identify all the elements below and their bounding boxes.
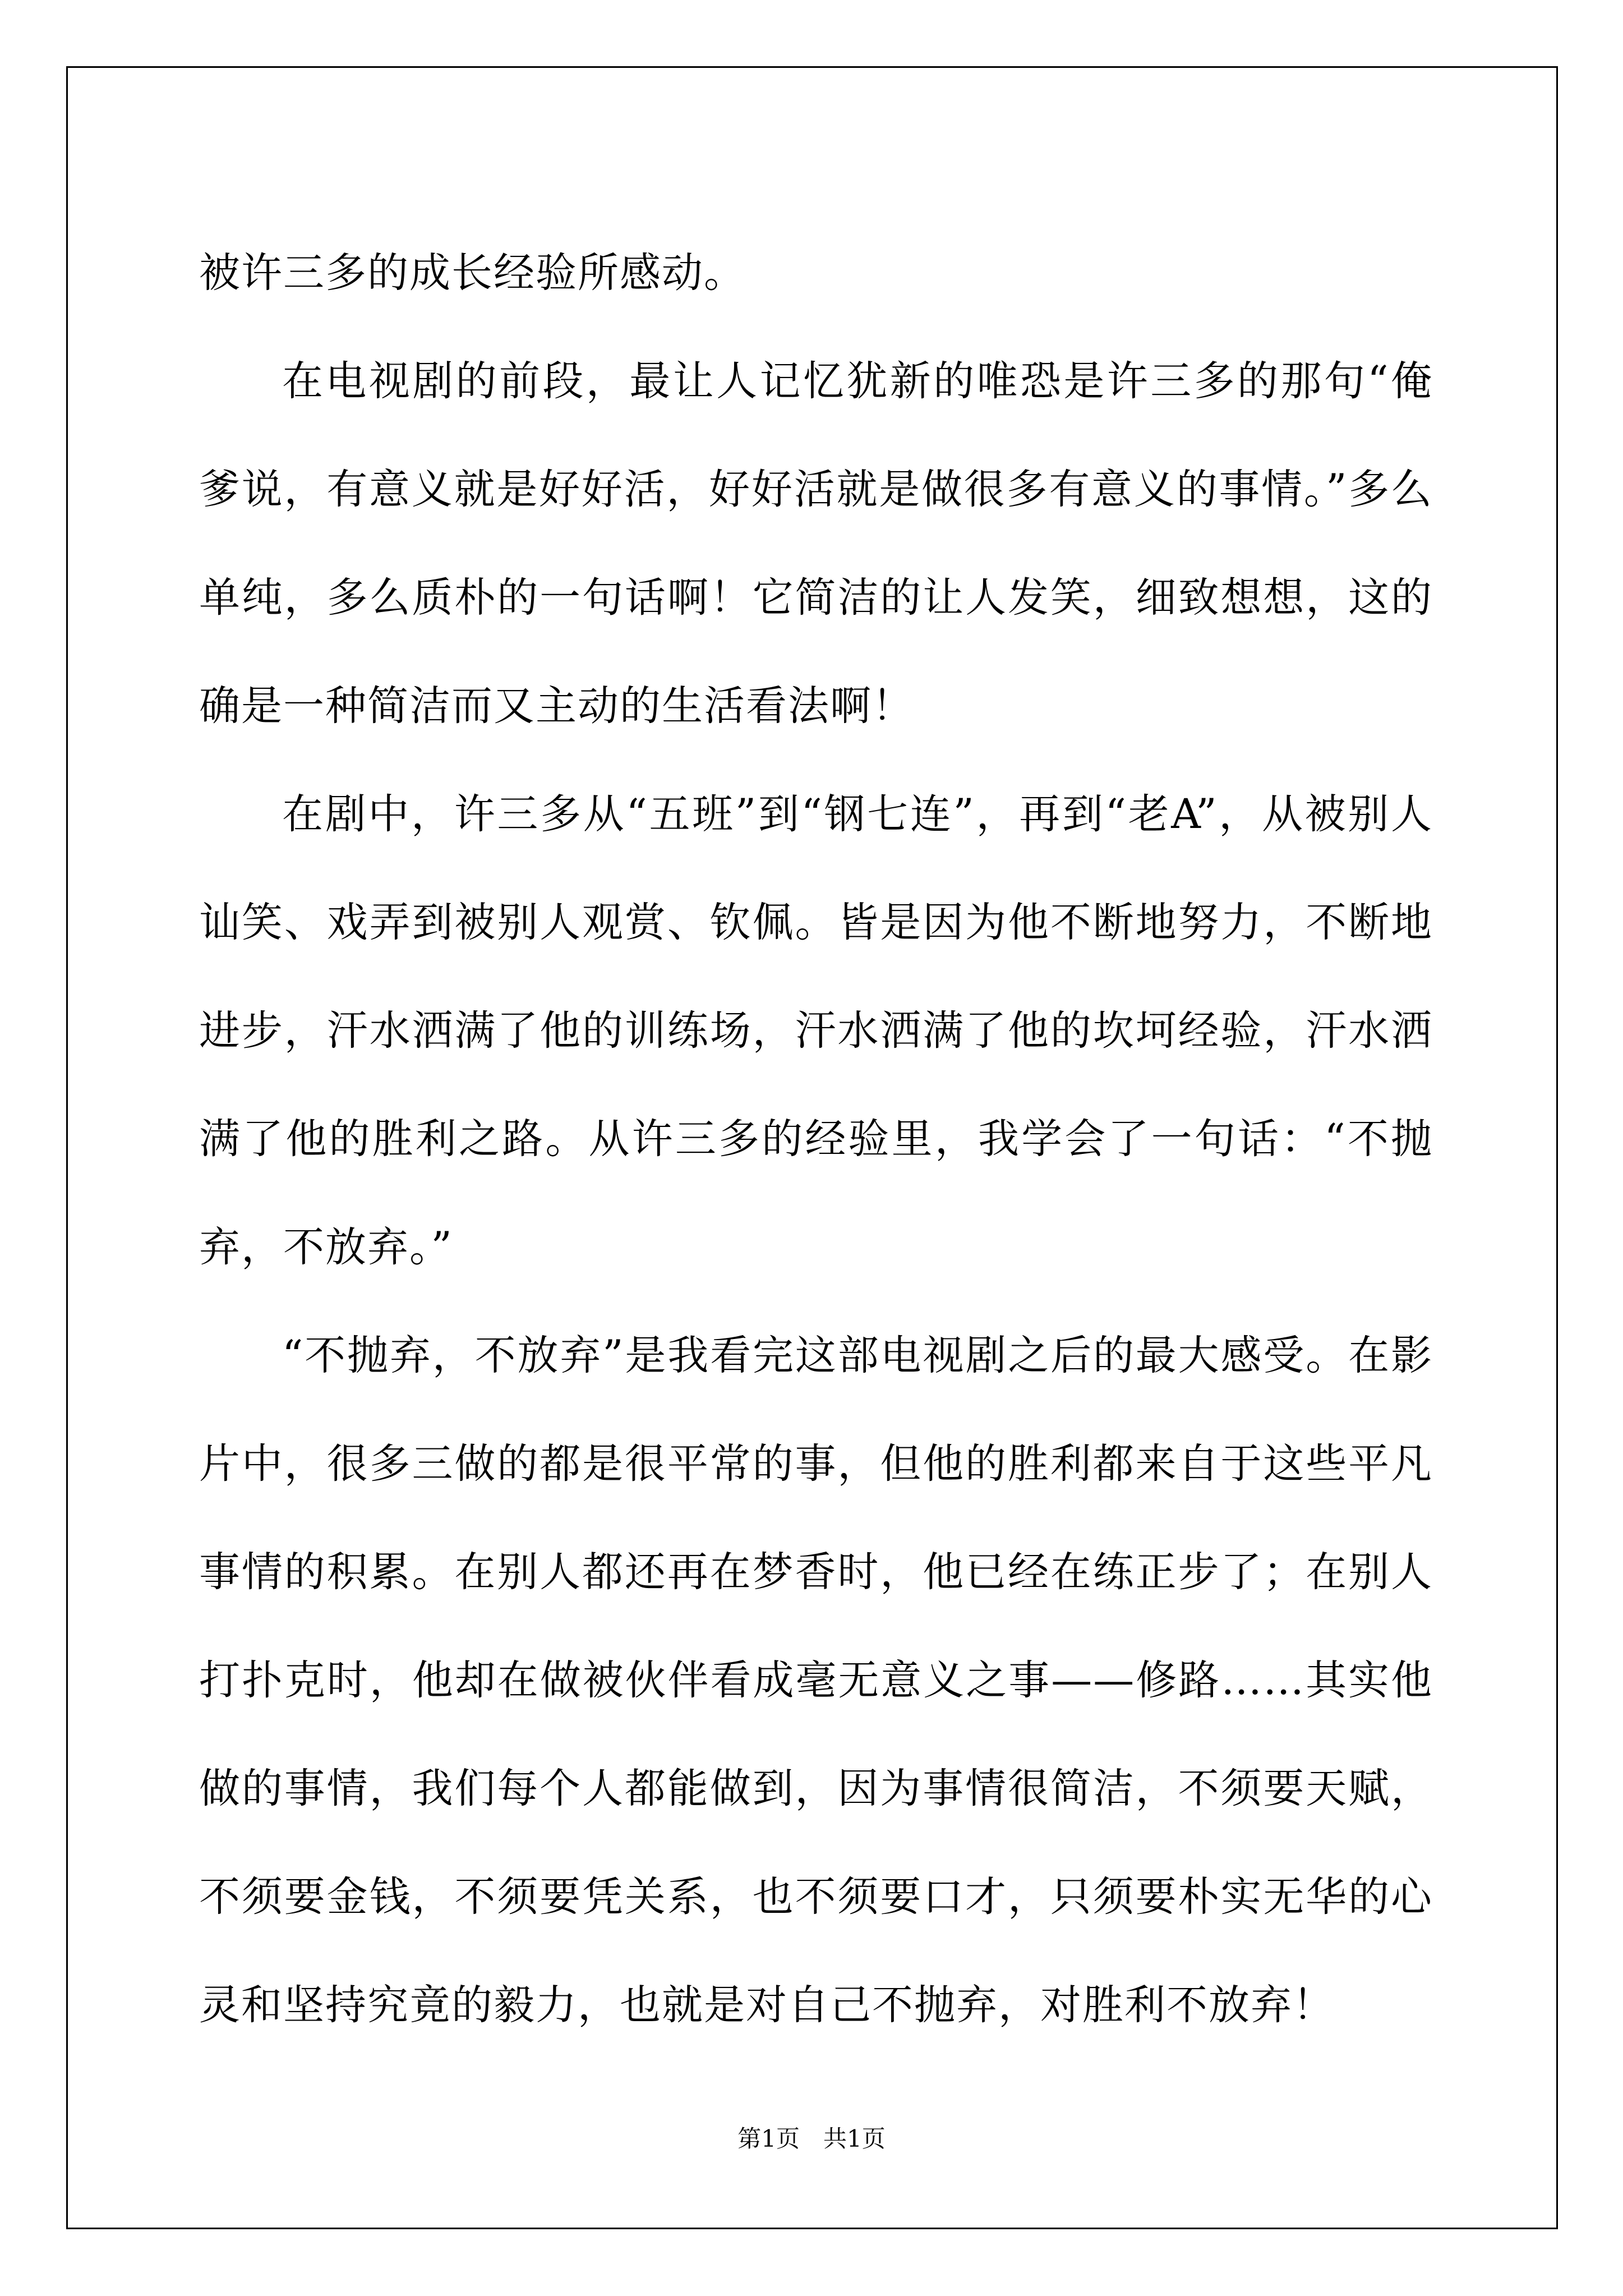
paragraph: 在电视剧的前段，最让人记忆犹新的唯恐是许三多的那句“俺爹说，有意义就是好好活，好好活就是做很多有意义的事情。”多么单纯，多么质朴的一句话啊！它简洁的让人发笑，细致想想，这的确是一种简洁而又主动的生活看法啊！ xyxy=(199,357,1433,730)
paragraph-continuation: 被许三多的成长经验所感动。 xyxy=(199,249,746,297)
paragraph: “不抛弃，不放弃”是我看完这部电视剧之后的最大感受。在影片中，很多三做的都是很平常的事，但他的胜利都来自于这些平凡事情的积累。在别人都还再在梦香时，他已经在练正步了；在别人打扑克时，他却在做被伙伴看成毫无意义之事——修路……其实他做的事情，我们每个人都能做到，因为事情很简洁，不须要天赋，不须要金钱，不须要凭关系，也不须要口才，只须要朴实无华的心灵和坚持究竟的毅力，也就是对自己不抛弃，对胜利不放弃！ xyxy=(199,1332,1433,2029)
page-number-footer: 第1页 共1页 xyxy=(737,2125,886,2152)
paragraph: 在剧中，许三多从“五班”到“钢七连”，再到“老A”，从被别人讪笑、戏弄到被别人观赏、钦佩。皆是因为他不断地努力，不断地进步，汗水洒满了他的训练场，汗水洒满了他的坎坷经验，汗水洒满了他的胜利之路。从许三多的经验里，我学会了一句话：“不抛弃，不放弃。” xyxy=(199,790,1433,1271)
document-body xyxy=(199,219,1433,2059)
